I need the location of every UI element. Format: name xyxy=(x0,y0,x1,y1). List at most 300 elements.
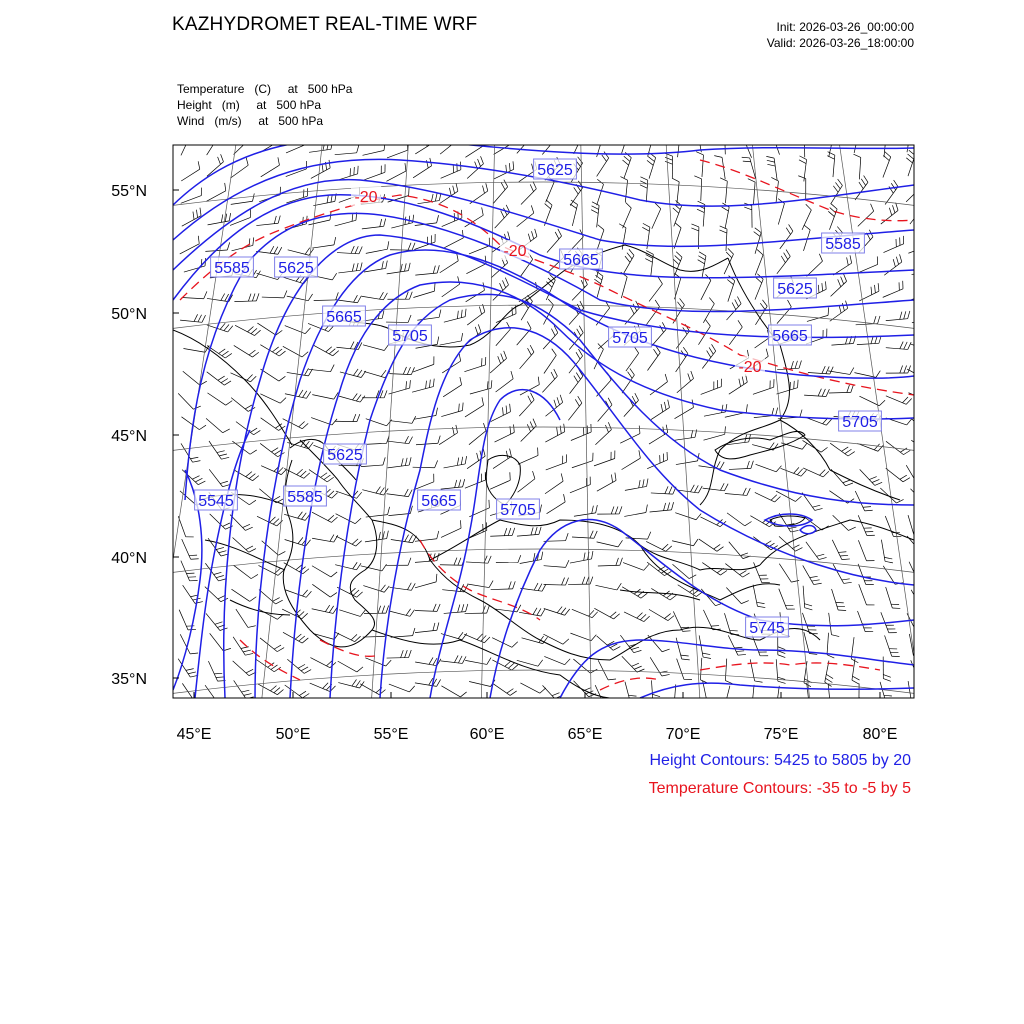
wind-barb xyxy=(701,379,722,395)
temperature-legend: Temperature Contours: -35 to -5 by 5 xyxy=(648,780,911,797)
wind-barb xyxy=(178,516,193,537)
wind-barb xyxy=(336,536,362,546)
wind-barb xyxy=(230,209,250,225)
wind-barb xyxy=(622,152,631,178)
wind-barb xyxy=(570,369,583,393)
wind-barb xyxy=(387,457,411,468)
wind-barb xyxy=(885,516,901,536)
temperature-label xyxy=(351,186,381,206)
wind-barb xyxy=(387,650,412,658)
wind-barb xyxy=(777,300,791,324)
wind-barb xyxy=(387,263,410,274)
wind-barb xyxy=(909,393,935,401)
wind-barb xyxy=(544,560,569,567)
wind-barb xyxy=(312,566,337,577)
wind-barb xyxy=(415,574,437,588)
wind-barb xyxy=(234,565,258,578)
wind-barb xyxy=(597,179,604,205)
wind-barb xyxy=(496,322,511,346)
wind-barb xyxy=(729,320,742,344)
wind-barb xyxy=(362,487,388,496)
wind-barb xyxy=(441,479,465,489)
wind-barb xyxy=(722,203,730,229)
height-label xyxy=(746,617,789,637)
wind-barb xyxy=(236,609,256,627)
wind-barb xyxy=(234,680,254,698)
wind-barb xyxy=(256,659,281,671)
wind-barb xyxy=(520,345,534,369)
wind-barb xyxy=(807,254,823,277)
wind-barb xyxy=(675,513,701,520)
wind-barb xyxy=(910,200,924,224)
field-temperature: Temperature (C) at 500 hPa xyxy=(177,82,353,96)
wind-barb xyxy=(465,207,484,227)
wind-barb xyxy=(725,564,749,578)
wind-barb xyxy=(365,658,391,666)
wind-barb xyxy=(569,326,583,350)
svg-text:5705: 5705 xyxy=(612,330,648,347)
wind-barb xyxy=(415,215,439,225)
wind-barb xyxy=(886,587,901,608)
wind-barb xyxy=(729,374,747,394)
wind-barb xyxy=(825,661,833,687)
wind-barb xyxy=(595,583,621,590)
wind-barb xyxy=(677,371,694,393)
svg-text:-20: -20 xyxy=(354,189,378,206)
wind-barb xyxy=(233,637,253,655)
wind-barb xyxy=(312,605,338,613)
wind-barb xyxy=(234,132,250,155)
lat-label: 55°N xyxy=(111,183,147,200)
wind-barb xyxy=(597,473,616,492)
wind-barb xyxy=(336,491,362,498)
wind-barb xyxy=(780,224,793,248)
wind-barb xyxy=(440,558,465,566)
wind-barb xyxy=(439,425,457,445)
wind-barb xyxy=(413,460,438,467)
wind-barb xyxy=(544,607,570,616)
wind-barb xyxy=(597,540,623,547)
temperature-label xyxy=(500,240,530,260)
wind-barb xyxy=(490,472,510,489)
wind-barb xyxy=(803,440,828,452)
wind-barb xyxy=(832,589,847,610)
wind-barb xyxy=(717,130,725,155)
wind-barb xyxy=(725,488,750,496)
wind-barb xyxy=(182,208,201,226)
lon-label: 70°E xyxy=(665,726,701,743)
lon-label: 50°E xyxy=(275,726,311,743)
wind-barb xyxy=(574,128,583,154)
wind-barb xyxy=(672,178,679,203)
wind-barb xyxy=(878,132,886,157)
wind-barb xyxy=(467,581,493,588)
wind-barb xyxy=(776,686,784,712)
wind-barb xyxy=(467,304,485,325)
wind-barb xyxy=(391,628,415,637)
wind-barb xyxy=(719,226,727,251)
wind-barb xyxy=(444,309,466,322)
wind-barb xyxy=(441,655,467,663)
wind-barb xyxy=(390,243,415,251)
temperature-label xyxy=(735,356,765,376)
wind-barb xyxy=(829,613,840,637)
wind-barb xyxy=(260,638,284,652)
svg-text:5625: 5625 xyxy=(537,162,573,179)
wind-barb xyxy=(860,469,882,485)
aral-sea xyxy=(486,455,520,505)
wind-barb xyxy=(235,325,260,335)
wind-barb xyxy=(597,152,609,177)
wind-barb xyxy=(703,610,720,630)
wind-barb xyxy=(464,357,485,372)
svg-text:5705: 5705 xyxy=(842,414,878,431)
height-contour xyxy=(290,282,914,698)
wind-barb xyxy=(338,661,363,672)
wind-barb xyxy=(911,440,935,453)
height-label xyxy=(275,257,318,277)
lon-label: 65°E xyxy=(567,726,603,743)
wind-barb xyxy=(180,314,205,322)
wind-barb xyxy=(335,414,360,421)
lon-label: 75°E xyxy=(763,726,799,743)
wind-barb xyxy=(308,212,331,225)
wind-barb xyxy=(651,400,669,420)
border-uz-tm xyxy=(430,560,610,660)
wind-barb xyxy=(674,684,682,709)
wind-barb xyxy=(859,396,885,406)
wind-barb xyxy=(803,225,810,251)
wind-barb xyxy=(260,369,285,381)
wind-barb xyxy=(856,316,880,325)
wind-barb xyxy=(803,468,829,477)
wind-barb xyxy=(883,657,891,682)
wind-barb xyxy=(829,385,854,393)
wind-barb xyxy=(649,609,674,620)
wind-barb xyxy=(764,134,779,155)
wind-barb xyxy=(624,612,650,622)
wind-barb xyxy=(647,562,671,576)
wind-barb xyxy=(880,682,894,704)
wind-barb xyxy=(335,145,359,155)
svg-text:5585: 5585 xyxy=(825,236,861,253)
height-contour xyxy=(195,430,250,698)
wind-barb xyxy=(491,581,516,589)
wind-barb xyxy=(798,176,805,201)
wind-barb xyxy=(441,403,463,417)
wind-barb xyxy=(697,201,705,226)
wind-barb xyxy=(640,177,648,202)
svg-text:-20: -20 xyxy=(503,243,527,260)
wind-barb xyxy=(859,584,875,605)
wind-barb xyxy=(418,193,442,204)
wind-barb xyxy=(699,539,724,551)
wind-barb xyxy=(231,589,256,601)
wind-barb xyxy=(546,395,563,416)
wind-barb xyxy=(777,380,799,394)
wind-barb xyxy=(260,345,285,356)
wind-barb xyxy=(625,682,639,704)
height-label xyxy=(609,327,652,347)
init-time: Init: 2026-03-26_00:00:00 xyxy=(776,20,914,34)
wind-barb xyxy=(704,426,726,440)
wind-barb xyxy=(677,659,692,680)
wind-barb xyxy=(858,611,874,632)
wind-barb xyxy=(803,565,822,584)
wind-barb xyxy=(691,224,699,249)
wind-barb xyxy=(386,163,405,181)
wind-barb xyxy=(309,142,333,153)
wind-barb xyxy=(466,556,491,564)
svg-text:5585: 5585 xyxy=(287,489,323,506)
wind-barb xyxy=(771,177,778,203)
wind-barb xyxy=(598,558,623,566)
wind-barb xyxy=(495,604,521,612)
wind-barb xyxy=(645,131,654,157)
wind-barb xyxy=(387,489,413,497)
wind-barb xyxy=(285,326,311,334)
lon-label: 45°E xyxy=(176,726,212,743)
wind-barb xyxy=(521,181,536,204)
wind-barb xyxy=(624,393,639,416)
wind-barb xyxy=(389,684,415,692)
wind-barb xyxy=(387,436,413,444)
svg-text:5745: 5745 xyxy=(749,620,785,637)
wind-barb xyxy=(858,204,874,227)
wind-barb xyxy=(831,179,843,204)
temp-contour-south-1 xyxy=(420,540,540,620)
wind-barb xyxy=(594,344,603,370)
wind-barb xyxy=(415,134,434,154)
wind-barb xyxy=(597,225,604,251)
svg-text:5705: 5705 xyxy=(392,328,428,345)
height-contour xyxy=(490,520,914,698)
wind-barb xyxy=(465,658,491,665)
wind-barb xyxy=(258,684,283,695)
wind-barb xyxy=(853,154,860,179)
wind-barb xyxy=(883,281,903,298)
wind-barb xyxy=(496,555,521,562)
wind-barb xyxy=(886,396,912,404)
wind-barb xyxy=(911,344,937,351)
wind-barb xyxy=(230,515,253,531)
wind-barb xyxy=(262,291,287,298)
wind-barb xyxy=(366,241,389,253)
wind-barb xyxy=(886,311,910,321)
wind-barb xyxy=(855,176,868,200)
wind-barb xyxy=(802,204,811,230)
wind-barb xyxy=(852,658,860,684)
temp-contour-south-2 xyxy=(240,640,380,680)
wind-barb xyxy=(181,130,190,156)
wind-barb xyxy=(598,660,616,680)
wind-barb xyxy=(781,443,807,449)
wind-barb xyxy=(729,461,753,470)
wind-barb xyxy=(908,515,922,537)
wind-barb xyxy=(703,681,715,704)
wind-barb xyxy=(755,300,767,325)
wind-barb xyxy=(314,292,339,300)
wind-barb xyxy=(594,608,619,619)
wind-barb xyxy=(728,635,746,655)
wind-barb xyxy=(496,306,516,323)
latitude-line xyxy=(153,670,934,696)
wind-barb xyxy=(649,277,662,301)
wind-barb xyxy=(827,152,835,177)
svg-text:5625: 5625 xyxy=(278,260,314,277)
wind-barb xyxy=(621,272,627,298)
wind-barb xyxy=(444,604,468,613)
wind-barb xyxy=(362,390,387,398)
wind-barb xyxy=(622,127,629,153)
wind-barb xyxy=(907,369,932,380)
wind-barb xyxy=(362,219,386,229)
wind-barb xyxy=(676,453,699,464)
wind-barb xyxy=(725,659,732,684)
wind-barb xyxy=(752,635,768,655)
wind-barb xyxy=(521,419,537,442)
wind-barb xyxy=(755,250,763,276)
svg-text:5625: 5625 xyxy=(777,281,813,298)
wind-barb xyxy=(365,436,389,445)
height-label xyxy=(195,490,238,510)
wind-barb xyxy=(911,660,927,680)
wind-barb xyxy=(572,453,593,468)
wind-barb xyxy=(744,203,752,228)
wind-barb xyxy=(261,466,287,475)
height-contour xyxy=(224,235,914,698)
wind-barb xyxy=(520,377,539,395)
wind-barb xyxy=(754,562,770,582)
wind-barb xyxy=(694,176,701,201)
wind-barb xyxy=(808,366,833,374)
svg-text:5585: 5585 xyxy=(214,260,250,277)
wind-barb xyxy=(519,608,545,616)
wind-barb xyxy=(674,223,681,249)
wind-barb xyxy=(469,238,489,254)
wind-barb xyxy=(568,396,582,420)
wind-barb xyxy=(886,441,910,454)
wind-barb xyxy=(830,443,855,456)
wind-barb xyxy=(779,589,795,609)
lon-label: 60°E xyxy=(469,726,505,743)
wind-barb xyxy=(415,265,439,275)
wind-barb xyxy=(518,447,538,464)
wind-barb xyxy=(625,301,640,325)
wind-barb xyxy=(727,276,734,302)
wind-barb xyxy=(570,551,593,563)
wind-barb xyxy=(285,390,311,398)
wind-barb xyxy=(699,635,711,658)
wind-barb xyxy=(696,152,703,177)
wind-barb xyxy=(312,237,335,248)
wind-barb xyxy=(623,563,649,571)
wind-barb xyxy=(883,236,903,253)
svg-text:5705: 5705 xyxy=(500,502,536,519)
wind-barb xyxy=(465,606,490,614)
wind-barb xyxy=(804,389,829,397)
wind-barb xyxy=(311,418,337,425)
wind-barb xyxy=(283,346,308,357)
wind-barb xyxy=(831,274,847,296)
wind-barb xyxy=(207,372,231,385)
height-label xyxy=(211,257,254,277)
balkhash-lake xyxy=(715,431,805,459)
wind-barb xyxy=(312,584,337,597)
wind-barb xyxy=(912,419,935,435)
height-label xyxy=(822,233,865,253)
height-label xyxy=(418,490,461,510)
wind-barb xyxy=(672,132,680,158)
wind-barb xyxy=(234,293,259,301)
wind-barb xyxy=(806,542,827,560)
wind-barb xyxy=(181,161,200,181)
wind-barb xyxy=(287,368,313,376)
wind-barb xyxy=(650,502,674,512)
svg-text:5665: 5665 xyxy=(563,252,599,269)
wind-barb xyxy=(885,180,898,204)
wind-barb xyxy=(766,156,777,180)
wind-barb xyxy=(803,586,812,610)
wind-barb xyxy=(207,323,233,332)
wind-barb xyxy=(624,505,647,517)
wind-barb xyxy=(413,356,434,372)
wind-barb xyxy=(625,479,648,491)
wind-barb xyxy=(284,563,309,574)
wind-barb xyxy=(753,585,765,608)
wind-barb xyxy=(493,180,507,204)
wind-barb xyxy=(207,130,219,155)
wind-barb xyxy=(338,263,362,273)
wind-barb xyxy=(646,541,672,551)
wind-barb xyxy=(594,450,615,465)
wind-barb xyxy=(748,179,755,204)
field-wind: Wind (m/s) at 500 hPa xyxy=(177,114,324,128)
wind-barb xyxy=(416,436,440,445)
lat-label: 35°N xyxy=(111,671,147,688)
lat-label: 40°N xyxy=(111,550,147,567)
wind-barb xyxy=(912,264,936,275)
wind-barb xyxy=(885,635,900,656)
latitude-line xyxy=(153,305,934,331)
wind-barb xyxy=(620,635,641,652)
wind-barb xyxy=(180,236,199,254)
wind-barb xyxy=(720,178,727,203)
wind-barb xyxy=(595,422,611,444)
wind-barb xyxy=(309,365,335,372)
wind-barb xyxy=(440,253,459,273)
wind-barb xyxy=(312,535,338,543)
wind-barb xyxy=(210,633,231,650)
wind-barb xyxy=(208,213,231,225)
wind-barb xyxy=(702,344,715,368)
wind-barb xyxy=(337,587,363,597)
wind-barb xyxy=(207,393,232,405)
field-height: Height (m) at 500 hPa xyxy=(177,98,322,112)
wind-barb xyxy=(469,423,486,445)
wind-barb xyxy=(698,252,706,278)
height-label xyxy=(774,278,817,298)
wind-barb xyxy=(906,465,925,484)
wind-barb xyxy=(570,633,596,641)
height-contour xyxy=(380,328,914,698)
wind-barb xyxy=(517,321,531,345)
wind-barb xyxy=(620,177,627,202)
wind-barb xyxy=(261,157,280,176)
wind-barb xyxy=(727,513,751,526)
wind-barb xyxy=(313,345,338,356)
wind-barb xyxy=(700,658,707,683)
